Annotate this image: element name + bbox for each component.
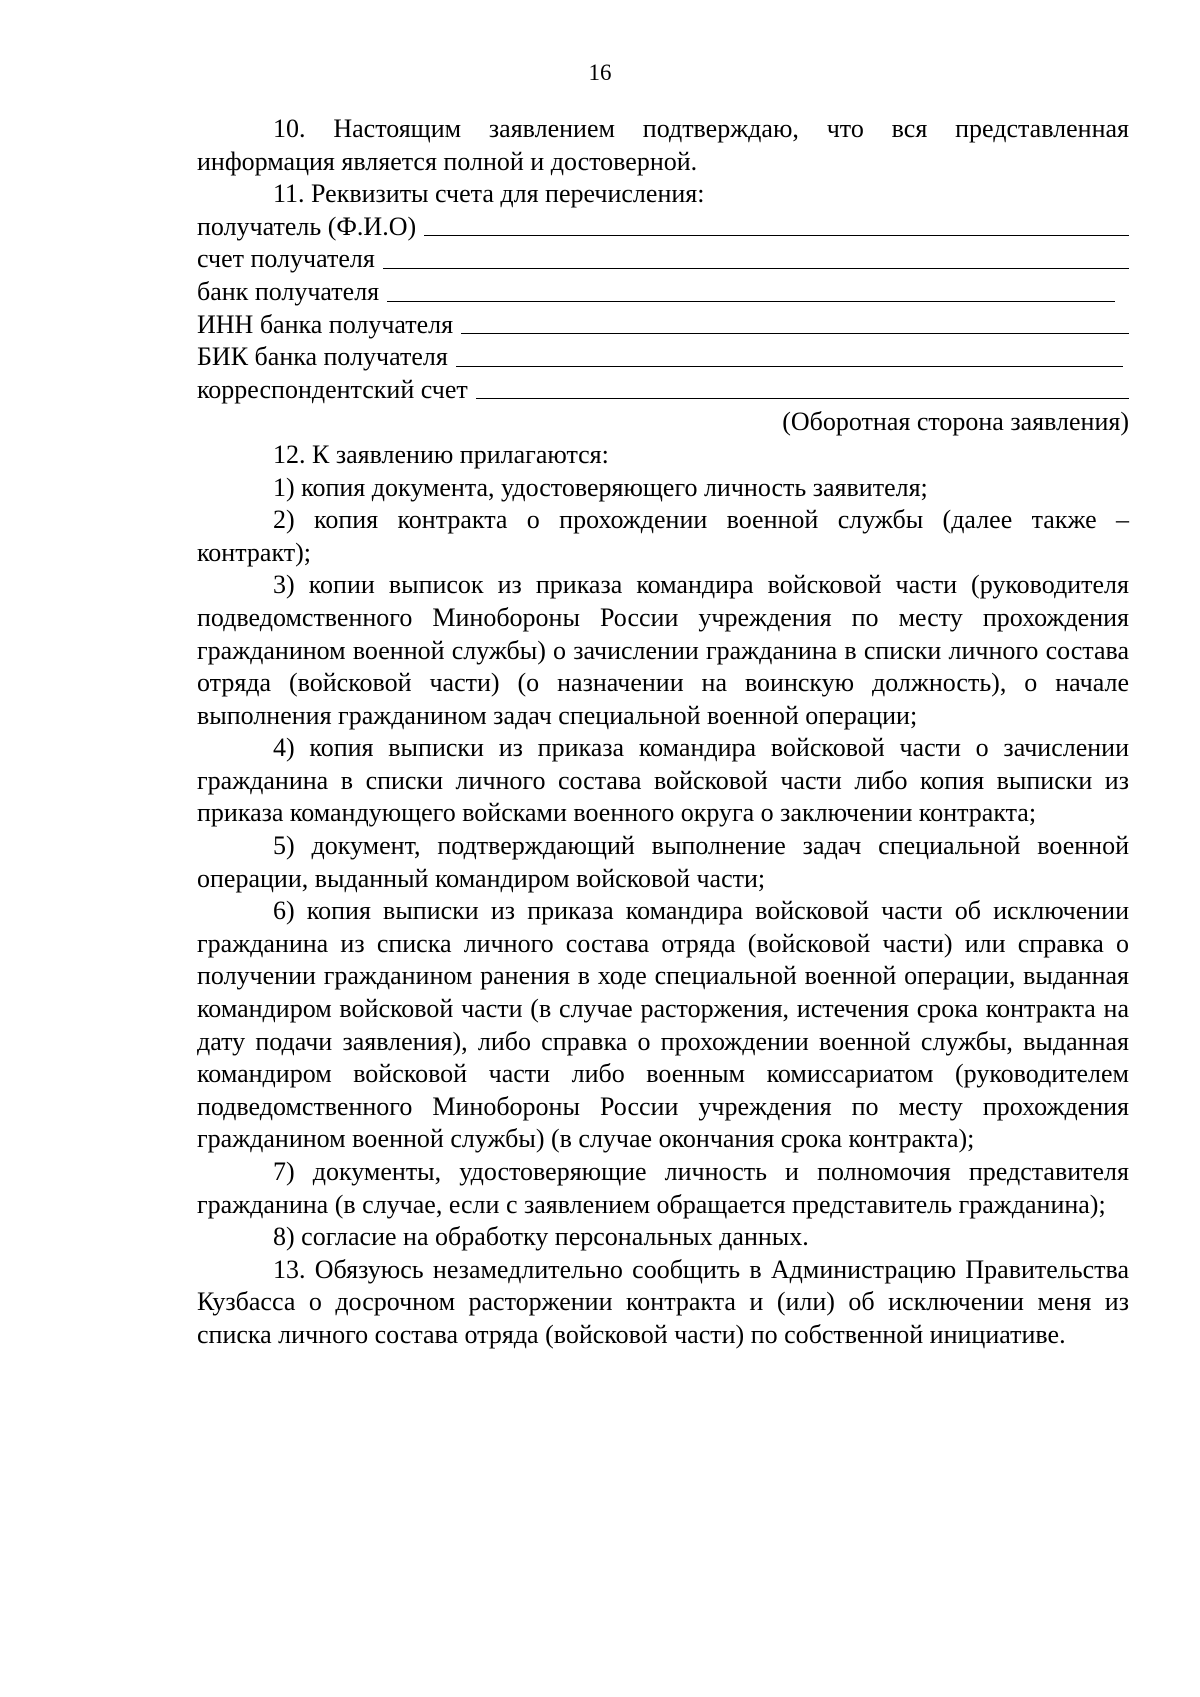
attachment-item-6: 6) копия выписки из приказа командира войсковой части об исключении гражданина из списка личного состава отряда (войсковой части) или справка о получении гражданином ранения в ходе специальной военной операции, выданная командиром войсковой части (в случае расторжения, истечения срока контракта на дату подачи заявления), либо справка о прохождении военной службы, выданная командиром войсковой части либо военным комиссариатом (руководителем подведомственного Минобороны России учреждения по месту прохождения гражданином военной службы) (в случае окончания срока контракта);: [197, 896, 1129, 1154]
attachment-item-7: 7) документы, удостоверяющие личность и полномочия представителя гражданина (в случае, если с заявлением обращается представитель гражданина);: [197, 1157, 1129, 1219]
fill-in-line: [476, 398, 1129, 399]
field-recipient-bank: [197, 276, 1129, 309]
attachment-item-5: 5) документ, подтверждающий выполнение задач специальной военной операции, выданный командиром войсковой части;: [197, 831, 1129, 893]
paragraph-11: 11. Реквизиты счета для перечисления:: [273, 179, 705, 209]
attachment-item-3: 3) копии выписок из приказа командира войсковой части (руководителя подведомственного Минобороны России учреждения по месту прохождения гражданином военной службы) о зачислении гражданина в списки личного состава отряда (войсковой части) (о назначении на воинскую должность), о начале выполнения гражданином задач специальной военной операции;: [197, 570, 1129, 730]
field-label: корреспондентский счет: [197, 374, 468, 404]
fill-in-line: [456, 366, 1123, 367]
field-recipient-account: [197, 243, 1129, 276]
paragraph-13: 13. Обязуюсь незамедлительно сообщить в Администрацию Правительства Кузбасса о досрочном расторжении контракта и (или) об исключении меня из списка личного состава отряда (войсковой части) по собственной инициативе.: [197, 1254, 1129, 1349]
fill-in-line: [383, 268, 1129, 269]
field-correspondent-account: [197, 374, 1129, 407]
field-label: получатель (Ф.И.О): [197, 211, 417, 241]
fill-in-line: [387, 301, 1115, 302]
page-number: 16: [588, 60, 612, 85]
field-bank-inn: [197, 309, 1129, 342]
document-body: [197, 113, 1129, 1352]
field-label: банк получателя: [197, 276, 380, 306]
attachment-item-4: 4) копия выписки из приказа командира войсковой части о зачислении гражданина в списки личного состава войсковой части либо копия выписки из приказа командующего войсками военного округа о заключении контракта;: [197, 733, 1129, 828]
attachment-item-2: 2) копия контракта о прохождении военной службы (далее также – контракт);: [197, 505, 1129, 567]
attachment-item-1: 1) копия документа, удостоверяющего личность заявителя;: [273, 472, 928, 502]
field-label: БИК банка получателя: [197, 342, 448, 372]
fill-in-line: [461, 333, 1129, 334]
paragraph-10: 10. Настоящим заявлением подтверждаю, что вся представленная информация является полной и достоверной.: [197, 114, 1129, 176]
attachments-heading: 12. К заявлению прилагаются:: [273, 439, 609, 469]
attachment-item-8: 8) согласие на обработку персональных данных.: [273, 1222, 809, 1252]
field-label: счет получателя: [197, 244, 375, 274]
field-bank-bik: [197, 341, 1129, 374]
field-recipient-name: [197, 211, 1129, 244]
field-label: ИНН банка получателя: [197, 309, 454, 339]
fill-in-line: [424, 235, 1129, 236]
reverse-side-note: (Оборотная сторона заявления): [782, 407, 1129, 437]
